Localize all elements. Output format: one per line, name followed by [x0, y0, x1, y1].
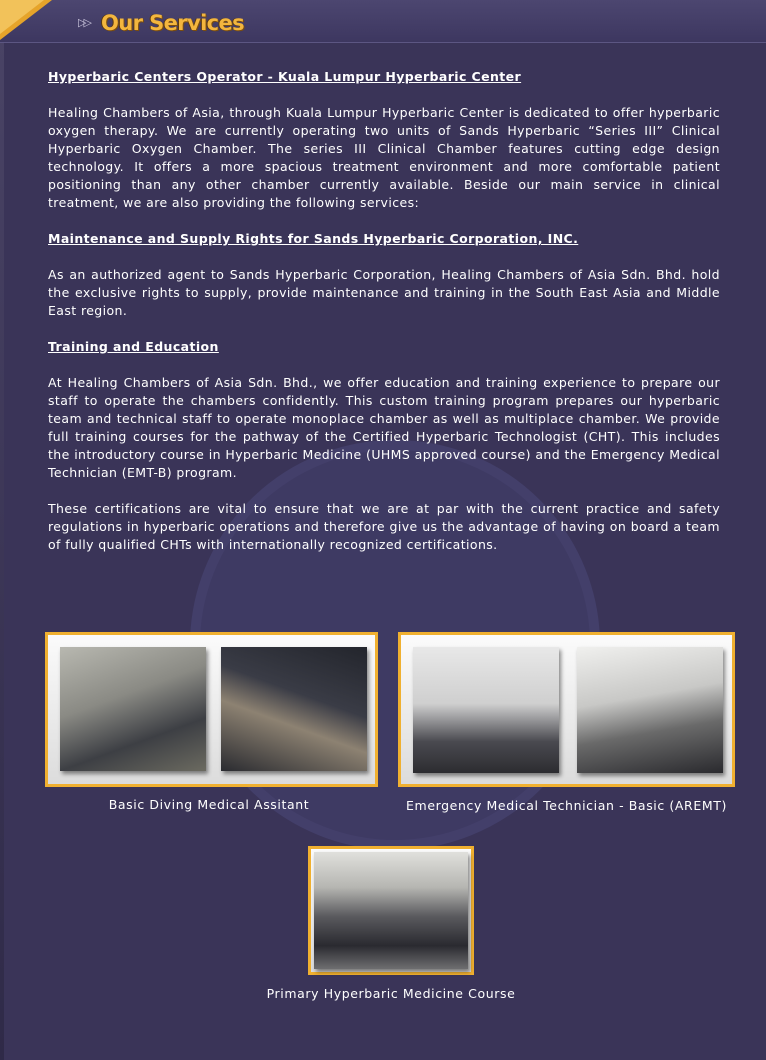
double-chevron-right-icon: ▷▷: [78, 16, 89, 29]
gallery-caption-diving: Basic Diving Medical Assitant: [108, 797, 310, 812]
gallery-frame-primary[interactable]: [308, 846, 474, 975]
primary-course-group-photo: [314, 852, 468, 969]
diving-training-photo: [60, 647, 206, 771]
gallery-frame-diving[interactable]: [45, 632, 378, 787]
page-title: Our Services: [101, 11, 245, 35]
section-header-bar: [0, 0, 766, 43]
gallery-caption-primary: Primary Hyperbaric Medicine Course: [266, 986, 516, 1001]
section-heading-maintenance-supply: Maintenance and Supply Rights for Sands Hyperbaric Corporation, INC.: [48, 231, 579, 246]
gallery-caption-emt: Emergency Medical Technician - Basic (AREMT): [406, 798, 727, 813]
emt-training-photo: [577, 647, 723, 773]
section-paragraph: Healing Chambers of Asia, through Kuala Lumpur Hyperbaric Center is dedicated to offer hyperbaric oxygen therapy. We are currently operating two units of Sands Hyperbaric “Series III” Clinical Hyperbaric Oxygen Chamber. The series III Clinical Chamber features cutting edge design technology. It offers a more spacious treatment environment and more comfortable patient positioning than any other chamber currently available. Beside our main service in clinical treatment, we are also providing the following services:: [48, 105, 720, 210]
section-paragraph: At Healing Chambers of Asia Sdn. Bhd., we offer education and training experience to prepare our staff to operate the chambers confidently. This custom training program prepares our hyperbaric team and technical staff to operate monoplace chamber as well as multiplace chamber. We provide full training courses for the pathway of the Certified Hyperbaric Technologist (CHT). This includes the introductory course in Hyperbaric Medicine (UHMS approved course) and the Emergency Medical Technician (EMT-B) program.: [48, 375, 720, 480]
diving-training-photo: [221, 647, 367, 771]
services-content: [48, 68, 720, 572]
section-heading-training-education: Training and Education: [48, 339, 219, 354]
gallery-frame-emt[interactable]: [398, 632, 735, 787]
section-heading-hyperbaric-centers: Hyperbaric Centers Operator - Kuala Lumpur Hyperbaric Center: [48, 69, 522, 84]
left-edge-decoration: [0, 0, 4, 1060]
section-paragraph: These certifications are vital to ensure that we are at par with the current practice and safety regulations in hyperbaric operations and therefore give us the advantage of having on board a team of fully qualified CHTs with internationally recognized certifications.: [48, 501, 720, 552]
header-corner-decoration-inner: [0, 0, 44, 34]
emt-training-photo: [413, 647, 559, 773]
section-paragraph: As an authorized agent to Sands Hyperbaric Corporation, Healing Chambers of Asia Sdn. Bhd. hold the exclusive rights to supply, provide maintenance and training in the South East Asia and Middle East region.: [48, 267, 720, 318]
